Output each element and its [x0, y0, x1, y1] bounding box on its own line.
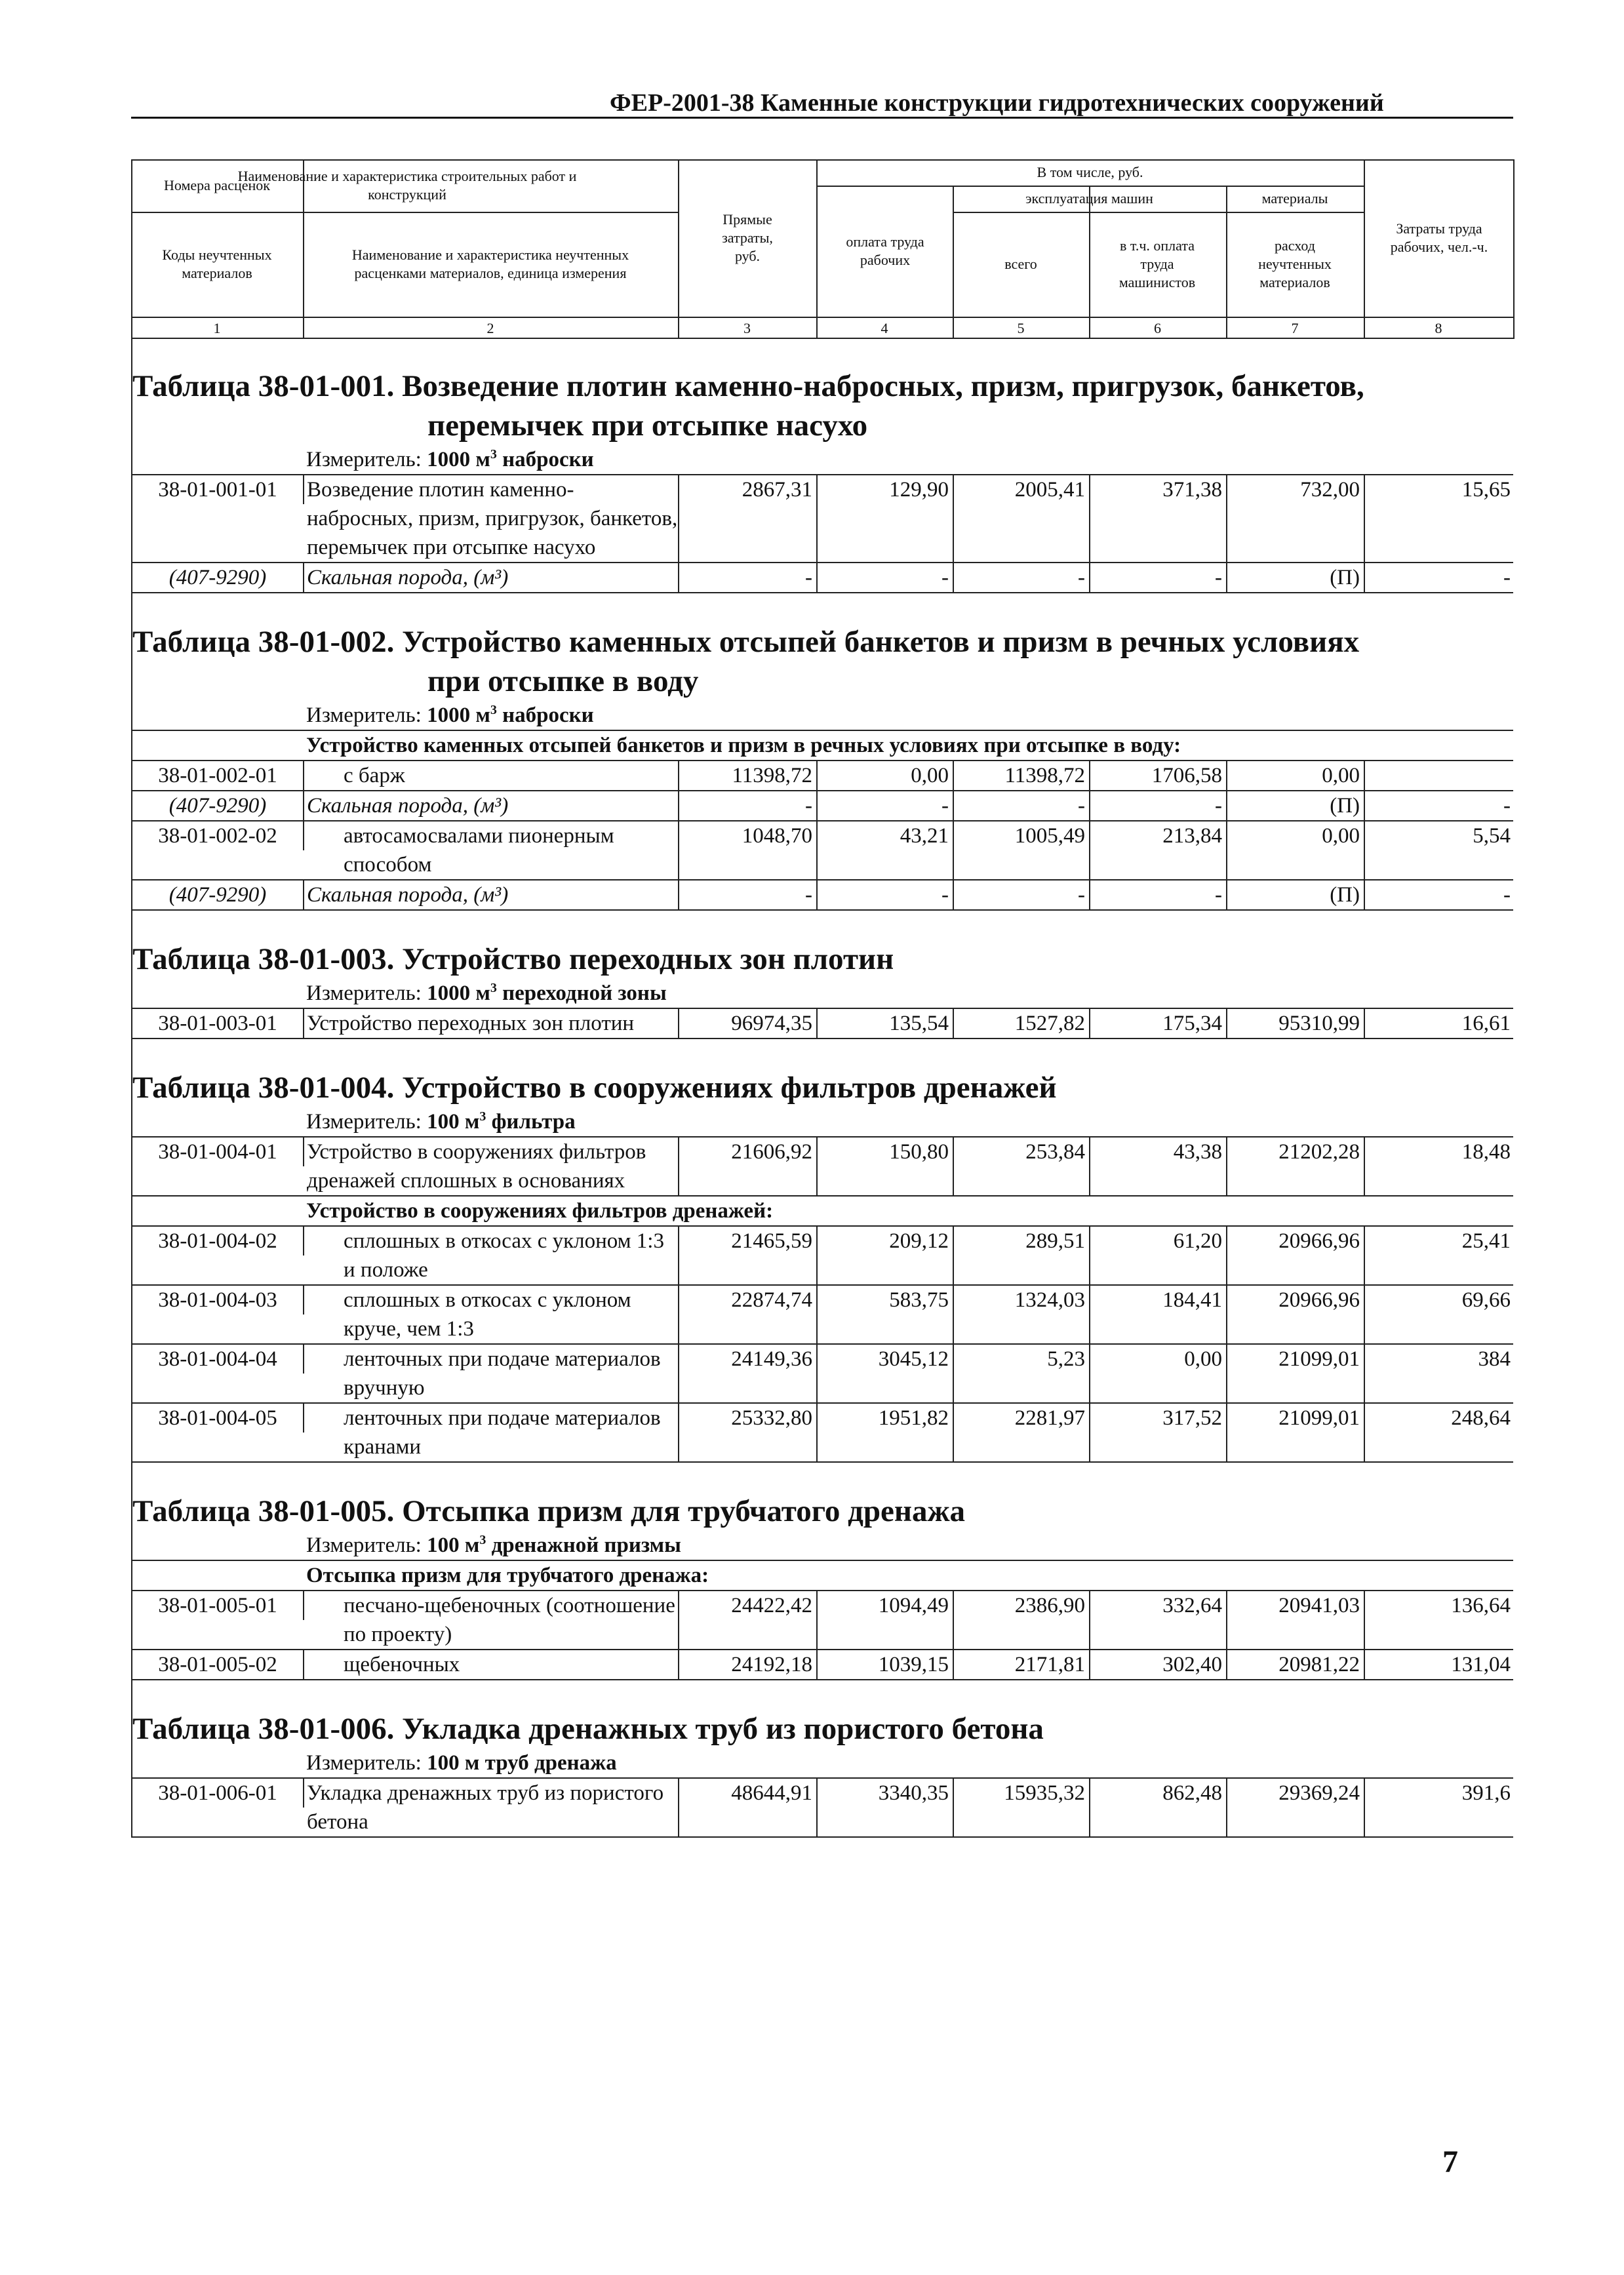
value-cell: 21099,01: [1227, 1404, 1365, 1461]
col-number: 1: [213, 319, 221, 336]
value-cell: 0,00: [1227, 761, 1365, 790]
value-cell: 24149,36: [679, 1345, 818, 1402]
work-name: автосамосвалами пионерным способом: [304, 821, 679, 879]
value-cell: 25,41: [1461, 1229, 1511, 1253]
value-cell: 43,38: [1090, 1138, 1227, 1195]
work-name: с барж: [304, 761, 679, 790]
col-number: 2: [486, 319, 494, 336]
col-number: 4: [881, 319, 888, 336]
measure-tail: наброски: [502, 448, 594, 471]
value-cell: 0,00: [818, 761, 954, 790]
value-cell: 21606,92: [679, 1138, 818, 1195]
value-cell: 3340,35: [818, 1779, 954, 1836]
value-cell: 0,00: [1227, 821, 1365, 879]
measure-tail: переходной зоны: [502, 981, 667, 1005]
measure-sup: 3: [479, 1109, 486, 1124]
value-cell: -: [679, 563, 818, 592]
rate-row: [132, 1650, 1513, 1680]
work-name: ленточных при подаче материалов кранами: [304, 1404, 679, 1461]
rate-code: 38-01-004-03: [132, 1286, 304, 1315]
rate-table-section: [131, 911, 1513, 1039]
value-cell: 1094,49: [818, 1591, 954, 1649]
rate-row: [132, 1591, 1513, 1650]
value-cell: -: [818, 563, 954, 592]
work-name: ленточных при подаче материалов вручную: [304, 1345, 679, 1402]
machines-header: эксплуатация машин: [1025, 190, 1153, 207]
value-cell: -: [1503, 794, 1511, 818]
col5-header: всего: [1004, 256, 1037, 272]
measure-label: Измеритель:: [306, 1110, 422, 1134]
section-title: [132, 593, 1513, 701]
col7-header: расход неучтенных материалов: [1258, 237, 1332, 290]
value-cell: 136,64: [1451, 1594, 1511, 1617]
value-cell: 29369,24: [1227, 1779, 1365, 1836]
value-cell: 2005,41: [954, 475, 1090, 562]
value-cell: 1039,15: [818, 1650, 954, 1679]
material-row: [132, 791, 1513, 821]
rate-table-section: [131, 593, 1513, 911]
section-title: [132, 1680, 1513, 1749]
value-cell: -: [1090, 563, 1227, 592]
value-cell: 21465,59: [679, 1227, 818, 1284]
rate-code: 38-01-006-01: [132, 1779, 304, 1808]
work-name: Устройство в сооружениях фильтров дренажей сплошных в основаниях: [304, 1138, 679, 1195]
value-cell: -: [818, 880, 954, 909]
value-cell: 21099,01: [1227, 1345, 1365, 1402]
rate-code: 38-01-002-01: [132, 761, 304, 790]
measure-value: 1000 м: [427, 448, 490, 471]
rates-tables: [131, 338, 1513, 1838]
value-cell: 184,41: [1090, 1286, 1227, 1343]
value-cell: 253,84: [954, 1138, 1090, 1195]
materials-header: материалы: [1261, 190, 1328, 207]
measure-label: Измеритель:: [306, 1533, 422, 1557]
work-name: сплошных в откосах с уклоном круче, чем 1:3: [304, 1286, 679, 1343]
rate-code: 38-01-005-02: [132, 1650, 304, 1679]
rate-row: [132, 761, 1513, 791]
value-cell: 20941,03: [1227, 1591, 1365, 1649]
value-cell: 11398,72: [679, 761, 818, 790]
value-cell: 1951,82: [818, 1404, 954, 1461]
value-cell: 332,64: [1090, 1591, 1227, 1649]
rate-table-section: [131, 338, 1513, 593]
measure-tail: труб дренажа: [485, 1751, 617, 1775]
section-title: [132, 338, 1513, 445]
value-cell: 175,34: [1090, 1009, 1227, 1038]
rate-code: 38-01-002-02: [132, 821, 304, 850]
measure-sup: 3: [490, 981, 497, 995]
value-cell: 69,66: [1461, 1288, 1511, 1312]
value-cell: 2386,90: [954, 1591, 1090, 1649]
value-cell: 61,20: [1090, 1227, 1227, 1284]
col-number: 7: [1291, 319, 1299, 336]
value-cell: 96974,35: [679, 1009, 818, 1038]
rate-code: 38-01-004-05: [132, 1404, 304, 1433]
measure-tail: дренажной призмы: [491, 1533, 681, 1557]
rate-code: 38-01-001-01: [132, 475, 304, 504]
value-cell: -: [1503, 883, 1511, 907]
measure-unit: [132, 979, 1513, 1009]
value-cell: 248,64: [1451, 1406, 1511, 1430]
material-code: (407-9290): [132, 563, 304, 592]
section-title-line: Таблица 38-01-006. Укладка дренажных труб из пористого бетона: [132, 1712, 1044, 1746]
rate-table-section: [131, 1463, 1513, 1680]
section-title-line: Таблица 38-01-001. Возведение плотин каменно-набросных, призм, пригрузок, банкетов,: [132, 369, 1364, 403]
section-title-line: перемычек при отсыпке насухо: [427, 408, 868, 443]
col-number: 6: [1154, 319, 1161, 336]
value-cell: 317,52: [1090, 1404, 1227, 1461]
measure-unit: [132, 445, 1513, 475]
measure-label: Измеритель:: [306, 703, 422, 727]
col8-header: Затраты труда рабочих, чел.-ч.: [1390, 220, 1488, 255]
measure-value: 100 м: [427, 1751, 480, 1775]
material-name: Скальная порода, (м³): [304, 791, 679, 820]
rate-code: 38-01-003-01: [132, 1009, 304, 1038]
group-subheading: Устройство в сооружениях фильтров дренажей:: [132, 1197, 1513, 1227]
value-cell: 1527,82: [954, 1009, 1090, 1038]
value-cell: 135,54: [818, 1009, 954, 1038]
value-cell: 22874,74: [679, 1286, 818, 1343]
value-cell: -: [1090, 880, 1227, 909]
rate-code: 38-01-004-01: [132, 1138, 304, 1166]
col-number: 5: [1017, 319, 1025, 336]
value-cell: -: [679, 880, 818, 909]
rate-row: [132, 1286, 1513, 1345]
measure-label: Измеритель:: [306, 448, 422, 471]
work-name: сплошных в откосах с уклоном 1:3 и положе: [304, 1227, 679, 1284]
col3-header: Прямые затраты, руб.: [722, 211, 773, 264]
value-cell: 862,48: [1090, 1779, 1227, 1836]
measure-unit: [132, 1531, 1513, 1561]
value-cell: 20966,96: [1227, 1227, 1365, 1284]
material-code: (407-9290): [132, 880, 304, 909]
rate-code: 38-01-004-04: [132, 1345, 304, 1374]
rate-row: [132, 1227, 1513, 1286]
section-title-line: Таблица 38-01-003. Устройство переходных зон плотин: [132, 942, 894, 976]
value-cell: (П): [1227, 880, 1365, 909]
rate-code: 38-01-004-02: [132, 1227, 304, 1256]
value-cell: 24192,18: [679, 1650, 818, 1679]
rate-row: [132, 1779, 1513, 1838]
measure-tail: наброски: [502, 703, 594, 727]
value-cell: 1324,03: [954, 1286, 1090, 1343]
value-cell: 209,12: [818, 1227, 954, 1284]
value-cell: 21202,28: [1227, 1138, 1365, 1195]
rate-row: [132, 1404, 1513, 1463]
measure-value: 1000 м: [427, 981, 490, 1005]
work-name: песчано-щебеночных (соотношение по проекту): [304, 1591, 679, 1649]
value-cell: 20966,96: [1227, 1286, 1365, 1343]
measure-tail: фильтра: [491, 1110, 576, 1134]
measure-value: 100 м: [427, 1110, 480, 1134]
section-title: [132, 911, 1513, 979]
value-cell: 95310,99: [1227, 1009, 1365, 1038]
value-cell: 391,6: [1461, 1781, 1511, 1805]
value-cell: 302,40: [1090, 1650, 1227, 1679]
rate-row: [132, 821, 1513, 880]
value-cell: 2281,97: [954, 1404, 1090, 1461]
measure-value: 100 м: [427, 1533, 480, 1557]
col2-header-bottom: Наименование и характеристика неучтенных расценками материалов, единица измерения: [351, 247, 629, 281]
header-rule: [131, 117, 1513, 119]
value-cell: 213,84: [1090, 821, 1227, 879]
rate-row: [132, 1138, 1513, 1197]
section-title: [132, 1039, 1513, 1107]
section-title-line: Таблица 38-01-005. Отсыпка призм для трубчатого дренажа: [132, 1494, 966, 1528]
section-subheading: Устройство каменных отсыпей банкетов и призм в речных условиях при отсыпке в воду:: [132, 731, 1513, 761]
value-cell: -: [679, 791, 818, 820]
value-cell: 583,75: [818, 1286, 954, 1343]
value-cell: -: [954, 563, 1090, 592]
value-cell: 129,90: [818, 475, 954, 562]
material-row: [132, 880, 1513, 911]
rate-row: [132, 1009, 1513, 1039]
work-name: Устройство переходных зон плотин: [304, 1009, 679, 1038]
value-cell: -: [954, 791, 1090, 820]
value-cell: 20981,22: [1227, 1650, 1365, 1679]
section-title-line: Таблица 38-01-002. Устройство каменных отсыпей банкетов и призм в речных условиях: [132, 625, 1360, 659]
measure-sup: 3: [479, 1533, 486, 1547]
measure-value: 1000 м: [427, 703, 490, 727]
value-cell: 24422,42: [679, 1591, 818, 1649]
col1-header-bottom: Коды неучтенных материалов: [162, 247, 272, 281]
value-cell: 18,48: [1461, 1140, 1511, 1164]
material-row: [132, 563, 1513, 593]
value-cell: (П): [1227, 791, 1365, 820]
value-cell: 0,00: [1090, 1345, 1227, 1402]
value-cell: 5,54: [1473, 824, 1511, 848]
measure-sup: 3: [490, 447, 497, 462]
material-name: Скальная порода, (м³): [304, 880, 679, 909]
value-cell: 1706,58: [1090, 761, 1227, 790]
rate-table-section: [131, 1680, 1513, 1838]
work-name: Укладка дренажных труб из пористого бетона: [304, 1779, 679, 1836]
section-title-line: при отсыпке в воду: [427, 664, 699, 698]
col-number: 8: [1435, 319, 1442, 336]
value-cell: 15935,32: [954, 1779, 1090, 1836]
value-cell: [1365, 761, 1515, 790]
measure-unit: [132, 1107, 1513, 1138]
column-header: [131, 159, 1513, 338]
col1-header-top: Номера расценок: [164, 177, 270, 193]
rate-row: [132, 1345, 1513, 1404]
measure-unit: [132, 1749, 1513, 1779]
page-number: 7: [1442, 2145, 1458, 2179]
rate-table-section: [131, 1039, 1513, 1463]
value-cell: 371,38: [1090, 475, 1227, 562]
value-cell: 2867,31: [679, 475, 818, 562]
measure-unit: [132, 701, 1513, 731]
group-header: В том числе, руб.: [1037, 164, 1143, 180]
value-cell: 1048,70: [679, 821, 818, 879]
value-cell: 48644,91: [679, 1779, 818, 1836]
value-cell: -: [954, 880, 1090, 909]
col2-header-top: Наименование и характеристика строительных работ и конструкций: [237, 168, 577, 203]
col-number: 3: [743, 319, 751, 336]
value-cell: 131,04: [1451, 1653, 1511, 1676]
section-title: [132, 1463, 1513, 1531]
measure-label: Измеритель:: [306, 981, 422, 1005]
value-cell: 5,23: [954, 1345, 1090, 1402]
value-cell: 3045,12: [818, 1345, 954, 1402]
value-cell: 384: [1478, 1347, 1511, 1371]
value-cell: 1005,49: [954, 821, 1090, 879]
value-cell: -: [1090, 791, 1227, 820]
value-cell: -: [1503, 566, 1511, 589]
material-code: (407-9290): [132, 791, 304, 820]
material-name: Скальная порода, (м³): [304, 563, 679, 592]
value-cell: 16,61: [1461, 1012, 1511, 1035]
value-cell: -: [818, 791, 954, 820]
value-cell: (П): [1227, 563, 1365, 592]
value-cell: 2171,81: [954, 1650, 1090, 1679]
value-cell: 43,21: [818, 821, 954, 879]
value-cell: 732,00: [1227, 475, 1365, 562]
value-cell: 150,80: [818, 1138, 954, 1195]
col6-header: в т.ч. оплата труда машинистов: [1119, 237, 1196, 290]
value-cell: 289,51: [954, 1227, 1090, 1284]
measure-label: Измеритель:: [306, 1751, 422, 1775]
rate-code: 38-01-005-01: [132, 1591, 304, 1620]
value-cell: 15,65: [1461, 478, 1511, 502]
section-title-line: Таблица 38-01-004. Устройство в сооружениях фильтров дренажей: [132, 1071, 1057, 1105]
measure-sup: 3: [490, 703, 497, 717]
work-name: щебеночных: [304, 1650, 679, 1679]
rate-row: [132, 475, 1513, 563]
work-name: Возведение плотин каменно-набросных, призм, пригрузок, банкетов, перемычек при отсыпке насухо: [304, 475, 679, 562]
value-cell: 25332,80: [679, 1404, 818, 1461]
col4-header: оплата труда рабочих: [846, 233, 924, 268]
value-cell: 11398,72: [954, 761, 1090, 790]
page-header: ФЕР-2001-38 Каменные конструкции гидротехнических сооружений: [610, 89, 1384, 117]
section-subheading: Отсыпка призм для трубчатого дренажа:: [132, 1561, 1513, 1591]
